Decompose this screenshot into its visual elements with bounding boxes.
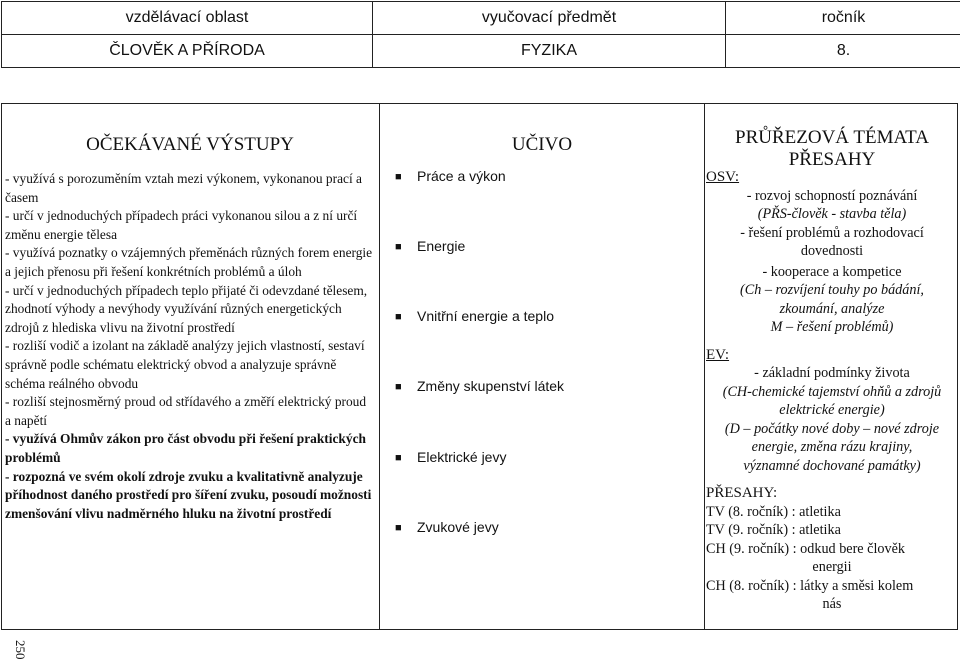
spacer <box>706 337 958 346</box>
header-area-label: vzdělávací oblast <box>2 2 373 35</box>
osv-line: (PŘS-člověk - stavba těla) <box>757 206 907 222</box>
osv-line: - řešení problémů a rozhodovací <box>740 224 924 241</box>
osv-line: (Ch – rozvíjení touhy po bádání, <box>740 282 924 298</box>
presahy-line: TV (8. ročník) : atletika <box>706 503 841 520</box>
header-grade-label: ročník <box>726 2 960 35</box>
column-divider <box>704 103 705 630</box>
square-bullet-icon: ■ <box>395 241 402 253</box>
page-number: 250 <box>13 640 28 660</box>
topic-item <box>395 168 506 184</box>
ev-line: elektrické energie) <box>779 402 885 418</box>
topic-label: Vnitřní energie a teplo <box>417 308 554 324</box>
presahy-label: PŘESAHY: <box>706 485 778 501</box>
ev-line: - základní podmínky života <box>754 365 910 381</box>
ev-label: EV: <box>706 346 730 363</box>
header-table <box>1 1 960 68</box>
spacer <box>706 475 958 484</box>
header-grade-value: 8. <box>726 35 960 68</box>
topic-label: Změny skupenství látek <box>417 378 565 394</box>
osv-line: - kooperace a kompetice <box>762 263 902 280</box>
outcome-item: - rozliší stejnosměrný proud od střídavého a změří elektrický proud a napětí <box>5 394 367 428</box>
outcome-item: - využívá Ohmův zákon pro část obvodu při řešení praktických problémů <box>5 431 366 465</box>
ev-line: (D – počátky nové doby – nové zdroje <box>724 420 940 437</box>
themes-heading-line1: PRŮŘEZOVÁ TÉMATA <box>735 127 929 148</box>
topic-item <box>395 519 499 535</box>
square-bullet-icon: ■ <box>395 381 402 393</box>
square-bullet-icon: ■ <box>395 171 402 183</box>
outcome-item: - využívá s porozuměním vztah mezi výkonem, vykonanou prací a časem <box>5 171 362 205</box>
square-bullet-icon: ■ <box>395 311 402 323</box>
cross-themes <box>706 168 958 614</box>
osv-line: - rozvoj schopností poznávání <box>746 187 918 204</box>
topic-label: Práce a výkon <box>417 168 506 184</box>
outcomes-list <box>5 170 373 523</box>
osv-label: OSV: <box>706 169 740 185</box>
topic-item <box>395 449 506 465</box>
themes-heading <box>706 127 958 171</box>
topic-label: Elektrické jevy <box>417 449 507 465</box>
outcome-item: - využívá poznatky o vzájemných přeměnách různých forem energie a jejich přenosu při řešení konkrétních problémů a úloh <box>5 245 373 279</box>
topic-label: Energie <box>417 238 466 254</box>
presahy-line: energii <box>812 559 852 575</box>
topics-heading: UČIVO <box>511 134 573 155</box>
ev-line: významné dochované památky) <box>743 457 921 474</box>
outcomes-heading: OČEKÁVANÉ VÝSTUPY <box>86 134 294 155</box>
square-bullet-icon: ■ <box>395 452 402 464</box>
outcome-item: - určí v jednoduchých případech práci vykonanou silou a z ní určí změnu energie tělesa <box>5 208 358 242</box>
header-subject-value: FYZIKA <box>373 35 726 68</box>
presahy-line: CH (8. ročník) : látky a směsi kolem <box>706 577 914 594</box>
topic-label: Zvukové jevy <box>417 519 499 535</box>
ev-line: (CH-chemické tajemství ohňů a zdrojů <box>722 383 942 400</box>
themes-heading-line2: PŘESAHY <box>788 149 876 170</box>
osv-line: M – řešení problémů) <box>770 319 894 335</box>
square-bullet-icon: ■ <box>395 522 402 534</box>
presahy-line: CH (9. ročník) : odkud bere člověk <box>706 540 905 557</box>
outcome-item: - určí v jednoduchých případech teplo přijaté či odevzdané tělesem, zhodnotí výhody a nevýhody využívání různých energetických zdrojů z hlediska vlivu na životní prostředí <box>5 282 368 335</box>
presahy-line: TV (9. ročník) : atletika <box>706 522 841 538</box>
header-area-value: ČLOVĚK A PŘÍRODA <box>2 35 373 68</box>
osv-line: dovednosti <box>800 243 864 259</box>
column-divider <box>379 103 380 630</box>
topic-item <box>395 238 465 254</box>
presahy-line: nás <box>822 596 842 612</box>
osv-line: zkoumání, analýze <box>779 300 885 317</box>
topic-item <box>395 308 554 324</box>
outcome-item: - rozpozná ve svém okolí zdroje zvuku a kvalitativně analyzuje příhodnost daného prostředí pro šíření zvuku, posoudí možnosti zmenšování vlivu nadměrného hluku na životní prostředí <box>5 468 372 521</box>
header-subject-label: vyučovací předmět <box>373 2 726 35</box>
outcome-item: - rozliší vodič a izolant na základě analýzy jejich vlastností, sestaví správně podle schématu elektrický obvod a analyzuje správně schéma reálného obvodu <box>5 338 365 391</box>
ev-line: energie, změna rázu krajiny, <box>751 439 913 455</box>
topic-item <box>395 378 564 394</box>
